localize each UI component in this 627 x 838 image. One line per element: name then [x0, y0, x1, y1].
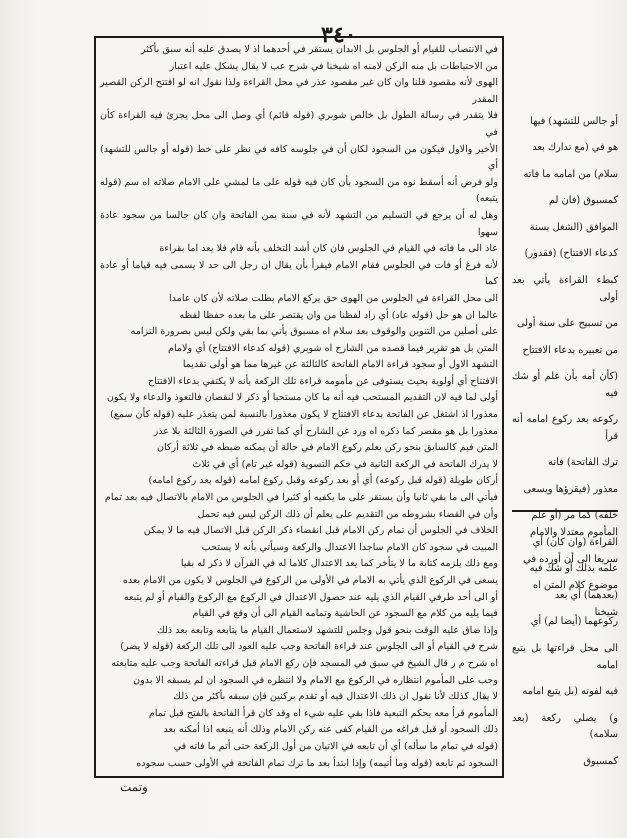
- text-line: التشهد الاول أو سجود قراءة الامام الفاتحة كالثالثة عن غيرها مما هو أولى تقديما: [182, 359, 498, 371]
- main-commentary-text: [100, 42, 498, 774]
- text-line: الافتتاح أي أولوية بحيث يستوفى عن مأمومه قراءة تلك الركعة بأنه لا يكتفي بدعاء الافتتاح: [147, 375, 498, 387]
- margin-line: من تعبيره بدعاء الافتتاح: [522, 344, 618, 356]
- note-line: سريعا الى أن أورده في: [523, 553, 618, 565]
- text-line: فلا يتقدر في رسالة الطول بل خالص شوبري (قوله قائم) أي وصل الى محل يجزئ فيه القراءة كأن في: [100, 110, 498, 138]
- text-line: وجب على المأموم انتظاره في الركوع مع الامام ولا انتظره في السجود ان لم يسبقه الا بدون: [133, 674, 498, 686]
- margin-line: ركوعه بعد ركوع امامه أنه قرأ: [512, 414, 618, 442]
- margin-line: و) يصلي ركعة (بعد سلامه): [512, 712, 618, 741]
- text-line: وأن في القضاء بشروطه من التقديم على يعلم أن ذلك الركن ليس فيه تحمل: [197, 508, 498, 520]
- text-line: ومع ذلك يلزمه كتابة ما لا يتأخر كما يعد الاعتدال كلاما له في القرآن لا ذكر له بقيا: [180, 558, 498, 570]
- text-line: الخلاف في الجلوس أن تمام ركن الامام قبل انقضاء ذكر الركن قبل الاتصال فيه ما لا يمكن: [143, 525, 498, 537]
- margin-line: هو في (مع تدارك بعد: [532, 142, 618, 154]
- text-line: المبيت في سجود كان الامام ساجدا الاعتدال والركعة وسيأتي بأنه لا يستحب: [201, 541, 498, 553]
- text-line: أو الى أحد طرفي القيام الذي يليه عند حصول الاعتدال في الركوع مع الركوع والقيام أو لم يتبعه: [123, 591, 498, 603]
- text-line: الهوى لأنه مقصود قلنا وان كان غير مقصود عذر في محل القراءة ولذا نقول انه لو افتتح الركن القصير المقدر: [100, 77, 498, 105]
- text-line: وهل له أن يرجع في التسليم من التشهد لأنه في سنة بمن الفاتحة وان كان جالسا من سجود عادة سهوا: [100, 209, 498, 238]
- margin-line: كمسبوق: [583, 755, 618, 767]
- text-line: ذلك السجود أو قبل فراغه من القيام كفى عنه ركن الامام وذلك أنه يتبعه اذا أمكنه بعد: [163, 724, 498, 736]
- text-line: عاد الى ما فاته في القيام في الجلوس فان كان أشد التخلف بأنه قام فلا يعد اما بقراءة: [159, 243, 498, 255]
- text-line: (قوله في تمام ما سأله) أي أن تابعه في الاتيان من أول الركعة حتى أتم ما فاته في: [173, 740, 498, 752]
- text-line: المتن فيم كالسابق بنحو ركن بعلم ركوع الامام في حالة أن يمكنه ضبطه في ثلاثة أركان: [156, 442, 498, 454]
- note-line: موضوع كلام المتن اه: [532, 580, 618, 592]
- text-line: معذورا بل هو مقصر كما ذكره اه ورد عن الشارح أي كما تقرر في الصورة الثالثة بلا عذر: [153, 425, 498, 437]
- margin-line: الى محل قراءتها بل يتبع امامه: [512, 642, 618, 671]
- margin-line: الموافق (الشغل بسنة: [529, 221, 618, 233]
- text-line: الى محل القراءة في الجلوس من الهوى حق يركع الامام بطلت صلاته لأن كان عامدا: [168, 292, 498, 304]
- margin-line: فيه لفوته (بل يتبع امامه: [522, 686, 618, 698]
- text-line: اه شرح م ر قال الشيخ في سبق في المسجد فإن ركع الامام قبل قراءته الفاتحة وجب عليه متابعته: [111, 657, 498, 669]
- margin-line: من تسبيح على سنة أولى: [516, 318, 618, 329]
- note-line: شيخنا: [594, 607, 618, 619]
- margin-line: كبطء القراءة يأتي بعد أولى: [512, 274, 618, 303]
- margin-line: سلام) من امامه ما فاته: [523, 168, 618, 180]
- text-line: يسعى في الركوع الذي يأتي به الامام في الأولى من الركوع في الجلوس لا يكون من الامام بعده: [122, 575, 498, 586]
- margin-note-text: [512, 514, 618, 619]
- margin-line: القراءة (وان كان) أي: [532, 536, 618, 548]
- text-line: فيما يليه من كلام مع السجود عن الحاشية وتمامه القيام الى أن وقع في القيام: [192, 608, 498, 620]
- text-line: لا يقال كذلك لأنا نقول ان ذلك الاعتدال فيه أو تقدم بركنين فإن سبقه بأكثر من ذلك: [173, 691, 498, 703]
- margin-line: أو جالس للتشهد) فيها: [530, 115, 618, 127]
- text-line: لأنه فرغ أو فات في الجلوس فقام الامام فيقرأ بأن يقال ان رجل الى حد لا يسمى فيه قياما أو عادة كما: [100, 259, 498, 288]
- text-line: في الانتصاب للقيام أو الجلوس بل الابدان يستقر في أحدهما اذ لا يصدق عليه أنه سبق بأكثر: [140, 44, 498, 55]
- margin-divider: [512, 510, 618, 512]
- margin-line: (بعدهما) أي بعد: [554, 589, 618, 601]
- text-line: وإذا ضاق عليه الوقت بنحو قول وجلس للتشهد لاستعمال القيام ما يتابعه وتابعه بعد ذلك: [156, 624, 498, 636]
- margin-line: ركوعهما (أيضا لم) أي: [530, 616, 618, 628]
- margin-line: ترك الفاتحة) فانه: [548, 457, 618, 469]
- text-line: المتن بل هو تقرير فيما قصده من الشارح اه شوبري (قوله كدعاء الافتتاح) أي ولامام: [168, 342, 498, 354]
- margin-line: كمسبوق (فان لم: [548, 195, 618, 207]
- text-line: ولو فرض أنه أسقط نوه من السجود بأن كان فيه قوله على ما لمشي على الامام صلاته اه سم (قوله يتبعه): [100, 176, 498, 205]
- margin-line: معذور (فيقرؤها ويسعى: [523, 483, 618, 495]
- text-line: شرح في القيام أو الى الجلوس عند قراءة الفاتحة وجب عليه العود الى تلك الركعة (قوله لا يضر): [120, 641, 498, 653]
- text-line: عالما ان هو حل (قوله عاد) أي زاد لفظنا من وان يقتصر على ما بعده حفظا لفظه: [179, 309, 498, 321]
- text-line: فيأتي الى ما بقي ثانيا وأن يستقر على ما يكفيه أو كثيرا في الجلوس من الامام بالاتصال فيه بعد تمام: [104, 492, 498, 504]
- margin-line: (كأن أمه بأن علم أو شك فيه: [512, 371, 618, 399]
- text-line: أولى لما فيه لان التقديم المستحب فيه أنه ما كان مستحبا أو ذكر لا لنقصان فالتعوذ والدعاء ولا يكون: [106, 392, 498, 404]
- text-line: معذورا اذ اشتغل عن الفاتحة بدعاء الافتتاح لا يكون معذورا بالنسبة لمن يتعذر عليه (قوله كأن سمع): [110, 409, 498, 421]
- catchword: وتمت: [120, 780, 148, 794]
- margin-line: كدعاء الافتتاح) (فقدور): [524, 248, 618, 260]
- margin-line: خلفه) كما مر (أو علم: [531, 510, 618, 522]
- note-line: المأموم معتدلا والامام: [530, 526, 618, 538]
- margin-line: علمه بذلك أو شك فيه: [529, 563, 618, 575]
- page-number: ٣٤٠: [321, 22, 357, 48]
- text-line: على أصلين من التنوين والوقوف بعد سلام اه مسبوق يأتي بما بقي ولكن ليس بصرورة التزامه: [130, 326, 498, 338]
- text-line: لا يدرك الفاتحة في الركعة الثانية في حكم التسوية (قوله غير تام) أي في ثلاث: [192, 458, 498, 470]
- text-line: السجود ثم تابعه (قوله وما أتيمه) وإذا ابتدأ بعد ما ترك تمام الفاتحة في الأولى حسب سجوده: [136, 757, 498, 769]
- text-line: من الاحتياطات بل منه الركن لامنه اه شيخنا في شرح عب لا يقال يشكل عليه اعتبار: [169, 60, 498, 72]
- text-line: الأخير والاول فيكون من السجود لكان أن في جلوسه كافه في نظر على خط (قوله أو جالس للتشهد) أي: [100, 143, 498, 172]
- text-line: أركان طويلة (قوله قبل ركوعه) أي أو بعد ركوعه وقبل ركوع امامه (قوله بعد ركوع امامه): [148, 475, 498, 487]
- text-line: المأموم قرأ معه يحكم التبعية فاذا بقي عليه شيء اه وقد كان قرأ الفاتحة بالفتح قبل تمام: [148, 707, 498, 719]
